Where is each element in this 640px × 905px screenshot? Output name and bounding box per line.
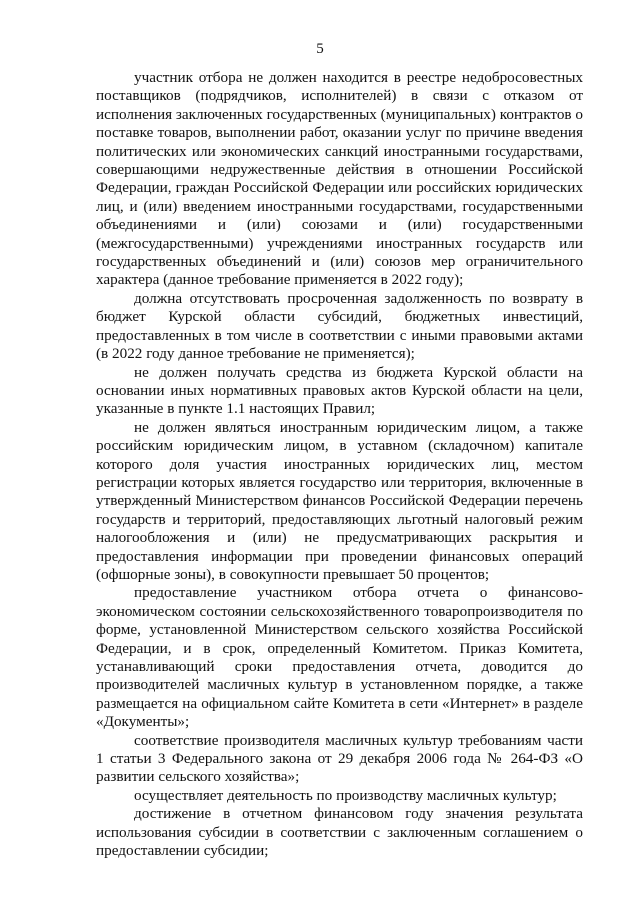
document-body [96, 69, 583, 860]
paragraph-other-funding-requirement: не должен получать средства из бюджета Курской области на основании иных нормативных правовых актов Курской области на цели, указанные в пункте 1.1 настоящих Правил; [96, 363, 583, 418]
paragraph-result-achievement: достижение в отчетном финансовом году значения результата использования субсидии в соответствии с заключенным соглашением о предоставлении субсидии; [96, 805, 583, 860]
paragraph-law-compliance: соответствие производителя масличных культур требованиям части 1 статьи 3 Федерального закона от 29 декабря 2006 года № 264-ФЗ «О развитии сельского хозяйства»; [96, 731, 583, 786]
paragraph-debt-requirement: должна отсутствовать просроченная задолженность по возврату в бюджет Курской области субсидий, бюджетных инвестиций, предоставленных в том числе в соответствии с иными правовыми актами (в 2022 году данное требование не применяется); [96, 289, 583, 363]
paragraph-registry-requirement: участник отбора не должен находится в реестре недобросовестных поставщиков (подрядчиков, исполнителей) в связи с отказом от исполнения заключенных государственных (муниципальных) контрактов о поставке товаров, выполнении работ, оказании услуг по причине введения политических или экономических санкций иностранными государствами, совершающими недружественные действия в отношении Российской Федерации, граждан Российской Федерации или российских юридических лиц, и (или) введением иностранными государствами, государственными объединениями и (или) союзами и (или) государственными (межгосударственными) учреждениями иностранных государств или государственных объединений и (или) союзов мер ограничительного характера (данное требование применяется в 2022 году); [96, 69, 583, 289]
paragraph-foreign-entity-requirement: не должен являться иностранным юридическим лицом, а также российским юридическим лицом, в уставном (складочном) капитале которого доля участия иностранных юридических лиц, местом регистрации которых является государство или территория, включенные в утвержденный Министерством финансов Российской Федерации перечень государств и территорий, предоставляющих льготный налоговый режим налогообложения и (или) не предусматривающих раскрытия и предоставления информации при проведении финансовых операций (офшорные зоны), в совокупности превышает 50 процентов; [96, 418, 583, 583]
paragraph-production-activity: осуществляет деятельность по производству масличных культур; [134, 786, 557, 804]
paragraph-report-requirement: предоставление участником отбора отчета о финансово-экономическом состоянии сельскохозяйственного товаропроизводителя по форме, установленной Министерством сельского хозяйства Российской Федерации, и в срок, определенный Комитетом. Приказ Комитета, устанавливающий сроки предоставления отчета, доводится до производителей масличных культур в установленном порядке, а также размещается на официальном сайте Комитета в сети «Интернет» в разделе «Документы»; [96, 584, 583, 731]
page-number: 5 [316, 41, 324, 57]
